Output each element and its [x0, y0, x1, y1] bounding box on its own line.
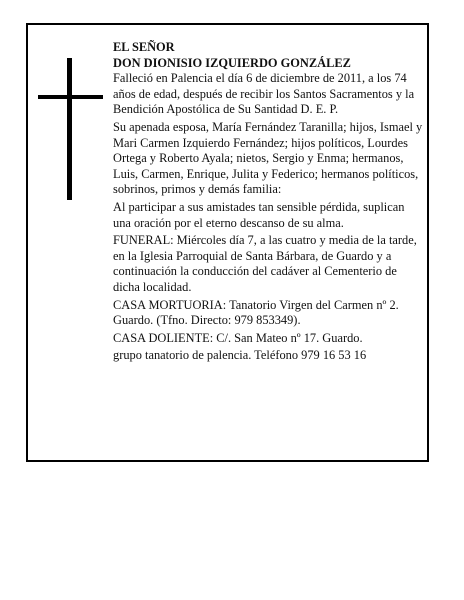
family-list: Su apenada esposa, María Fernández Taranilla; hijos, Ismael y Mari Carmen Izquierdo Fernández; hijos políticos, Lourdes Ortega y Roberto Ayala; nietos, Sergio y Enma; hermanos, Luis, Carmen, Enrique, Julita y Federico; hermanos políticos, sobrinos, primos y demás familia: [113, 119, 423, 197]
prayer-request: Al participar a sus amistades tan sensible pérdida, suplican una oración por el eterno descanso de su alma. [113, 199, 405, 230]
death-announcement: Falleció en Palencia el día 6 de diciembre de 2011, a los 74 años de edad, después de recibir los Santos Sacramentos y la Bendición Apostólica de Su Santidad D. E. P. [113, 71, 415, 117]
casa-doliente: CASA DOLIENTE: C/. San Mateo nº 17. Guardo. [113, 330, 363, 345]
deceased-name: DON DIONISIO IZQUIERDO GONZÁLEZ [113, 55, 351, 70]
obituary-title: EL SEÑOR [113, 40, 175, 54]
casa-mortuoria: CASA MORTUORIA: Tanatorio Virgen del Carmen nº 2. Guardo. (Tfno. Directo: 979 853349). [113, 297, 399, 328]
cross-icon [38, 58, 103, 200]
cross-vertical-bar [67, 58, 72, 200]
funeral-home-contact: grupo tanatorio de palencia. Teléfono 979 16 53 16 [113, 348, 367, 363]
cross-horizontal-bar [38, 95, 103, 99]
funeral-details: FUNERAL: Miércoles día 7, a las cuatro y media de la tarde, en la Iglesia Parroquial de Santa Bárbara, de Guardo y a continuación la conducción del cadáver al Cementerio de dicha localidad. [113, 233, 417, 294]
obituary-text [113, 40, 423, 366]
obituary-notice [26, 23, 429, 462]
